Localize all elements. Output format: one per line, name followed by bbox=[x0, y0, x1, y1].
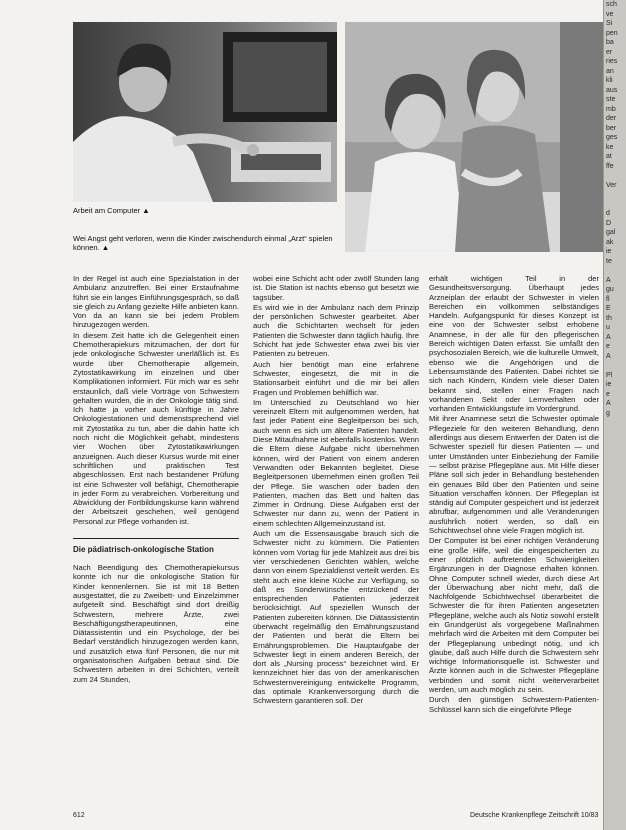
edge-text-fragment: aus bbox=[606, 86, 618, 94]
edge-text-fragment bbox=[604, 190, 626, 200]
caption-children: Wei Angst geht verloren, wenn die Kinder zwischendurch einmal „Arzt“ spielen können. ▲ bbox=[73, 234, 333, 252]
edge-text-fragment bbox=[604, 361, 626, 371]
edge-text-fragment: ges bbox=[606, 134, 618, 141]
edge-text-fragment: gal bbox=[606, 229, 616, 236]
text-column-1 bbox=[73, 274, 239, 808]
adjacent-page-edge bbox=[603, 0, 626, 830]
edge-text-fragment: ke bbox=[606, 143, 614, 151]
photo-computer-work bbox=[73, 22, 337, 202]
edge-text-fragment: ie bbox=[606, 381, 612, 388]
edge-text-fragment: ak bbox=[606, 238, 614, 246]
edge-text-fragment: e bbox=[606, 343, 610, 350]
edge-text-fragment: g bbox=[606, 409, 610, 417]
section-heading: Die pädiatrisch-onkologische Station bbox=[73, 538, 239, 555]
edge-text-fragment bbox=[604, 200, 626, 210]
edge-text-fragment: mb bbox=[606, 105, 616, 113]
edge-text-fragment: ffe bbox=[606, 162, 614, 170]
edge-text-fragment: ie bbox=[606, 248, 612, 255]
paragraph: Durch den günstigen Schwestern-Patienten-Schlüssel kann sich die eingeführte Pflege bbox=[429, 695, 599, 714]
edge-text-fragment: D bbox=[606, 219, 612, 227]
edge-text-fragment: sch bbox=[606, 1, 617, 8]
edge-text-fragment: der bbox=[606, 115, 617, 122]
text-column-3 bbox=[429, 274, 599, 808]
edge-text-fragment: d bbox=[606, 210, 610, 217]
text-column-2 bbox=[253, 274, 419, 808]
paragraph: Im Unterschied zu Deutschland wo hier vereinzelt Eltern mit aufgenommen werden, hat fast jeder Patient eine Begleitperson bei sich, auch wenn es sich um ältere Patienten handelt. Diese Mitaufnahme ist ebenfalls kostenlos. Wenn die Eltern diese Aufgabe nicht übernehmen können, wird der Patient von einem anderen Verwandten oder Bekannten begleitet. Diese Begleitpersonen übernehmen einen großen Teil der Pflege. Sie waschen oder baden den Patienten, machen das Bett und halten das Zimmer in Ordnung. Diese Aufgaben erst der Schwester nur dann zu, wenn der Patient in einem schlechten Allgemeinzustand ist. bbox=[253, 397, 419, 528]
paragraph: Nach Beendigung des Chemotherapiekursus konnte ich nur die onkologische Station für Kinder kennenlernen. Sie ist mit 18 Betten ausgestattet, die zu Zweibett- und Einzelzimmer aufgeteilt sind. Beschäftigt sind dort dreißig Schwestern, mehrere Ärzte, zwei Beschäftigungstherapeutinnen, eine Diätassistentin und ein Psychologe, der bei Bedarf verständlich hinzugezogen werden kann, und zusätzlich etwa fünf Personen, die nur mit organisatorischen Aufgaben betraut sind. Die Schwestern arbeiten in drei Schichten, verteilt zum 24 Stunden, bbox=[73, 563, 239, 684]
edge-text-fragment: Pl bbox=[606, 371, 613, 379]
edge-text-fragment bbox=[604, 266, 626, 276]
edge-text-fragment: gu bbox=[606, 286, 614, 293]
edge-text-fragment: kli bbox=[606, 77, 613, 84]
edge-text-fragment: an bbox=[606, 67, 614, 75]
paragraph: Es wird wie in der Ambulanz nach dem Prinzip der persönlichen Schwester gearbeitet. Aber auch die Schichtarten wechselt für jeden Patienten die Schwester dann täglich häufig. Ihre Schicht hat jede Schwester etwa zwei bis vier Patienten zu betreuen. bbox=[253, 302, 419, 359]
edge-text-fragment: ve bbox=[606, 10, 614, 18]
edge-text-fragment: th bbox=[606, 314, 612, 322]
edge-text-fragment: A bbox=[606, 333, 611, 341]
edge-text-fragment: e bbox=[606, 390, 610, 398]
edge-text-fragment: ber bbox=[606, 124, 617, 132]
paragraph: erhält wichtigen Teil in der Gesundheitsversorgung. Überhaupt jedes Arzneiplan der erlaubt der Schwester in vielen Bereichen ein vollkommen selbständiges Handeln. Aufgangspunkt für dieses Konzept ist eine von der Schwester selbst erhobene Anamnese, in der alle für den pflegerischen Bereich wichtigen Daten erfasst. Sie umfaßt den psychosozialen Bereich, wie die kulturelle Umwelt, ebenso wie die Angehörigen und die Lebensumstände des Patienten. Dabei richtet sie sich nach Kindern, Kindern viele dieser Daten bekannt sind, stellen einer Fragen nach vorhandenen Sekt oder Lernverhalten oder vorhanden Entwicklungstufe im Vordergrund. bbox=[429, 274, 599, 414]
paragraph: wobei eine Schicht acht oder zwölf Stunden lang ist. Die Station ist nachts ebenso gut besetzt wie tagsüber. bbox=[253, 274, 419, 302]
edge-text-fragment bbox=[604, 418, 626, 428]
edge-text-fragment: fl bbox=[606, 295, 610, 303]
edge-text-fragment: u bbox=[606, 324, 610, 331]
paragraph: Auch um die Essensausgabe brauch sich die Schwester nicht zu kümmern. Die Patienten können vom Vortag für jede Mahlzeit aus drei bis vier verschiedenen Gerichten wählen, welche dann von einem Spezialdienst verteilt werden. Es steht auch eine kleine Küche zur Verfügung, so daß es Sonderwünsche entzückend der entsprechenden Patienten jederzeit berücksichtigt. Auf speziellen Wunsch der Patienten zubereiten können. Die Diätassistentin überwacht regelmäßig den Ernährungszustand der Patienten und berät die Eltern bei Ernährungsproblemen. Die Hauptaufgabe der Schwester liegt in einem anderen Bereich, der dort als „Nursing process“ bezeichnet wird. Er kennzeichnet hier das von der amerikanischen Schwesternvereinigung entwickelte Programm, das optimale Krankenversorgung durch die Schwestern garantieren soll. Der bbox=[253, 529, 419, 706]
edge-text-fragment: A bbox=[606, 400, 611, 407]
edge-text-fragment: Ver bbox=[606, 181, 617, 189]
edge-text-fragment: ste bbox=[606, 96, 616, 103]
paragraph: Der Computer ist bei einer richtigen Veränderung eine große Hilfe, weil die eingespeicherten zu einer plötzlich auftretenden Schwierigkeiten Ergänzungen in der Diagnose erhalten können. Ohne Computer schnell wieder, durch diese Art der Überwachung aber nicht mehr, daß die Nachfolgende Schichtwechsel überarbeitet die Schwester die für ihren Patienten angesetzten Pflegepläne, welche auch als Notiz sowohl erstellt ein Grundgerüst als vorgegebene Maßnahmen mehrfach wird die Arbeiten mit dem Computer bei der Pflegeplanung unbedingt nötig, und ich glaube, daß auch Hilfe durch die Schwestern sehr wichtige Informationsquelle ist. Schwester und Ärzte können auch in die Schwester Pflegepläne verbinden und somit nicht weiterverarbeitet werden, um auch möglich zu sein. bbox=[429, 536, 599, 695]
edge-text-fragment: Si bbox=[606, 20, 613, 27]
edge-text-fragment: A bbox=[606, 276, 611, 284]
edge-text-fragment: ries bbox=[606, 58, 618, 65]
paragraph: Mit ihrer Anamnese setzt die Schwester optimale Pflegeziele für den weiteren Behandlung, denn allerdings aus diesem Entwerfen der Daten ist die Schwester speziell für diesen Patienten — und unter Umständen unter Einbeziehung der Familie — selbst präzise Pflegepläne aus. Mit Hilfe dieser Pläne soll sich jeder in Behandlung bestehenden ein genaues Bild über den Patienten und seine Situation verschaffen können. Der Pflegeplan ist ständig auf Computer gespeichert und ist jederzeit abrufbar, aufgenommen und alle Veränderungen ausführlich notiert werden, so daß ein Schichtwechsel ohne viele Fragen möglich ist. bbox=[429, 414, 599, 536]
edge-text-fragment: ba bbox=[606, 39, 614, 46]
edge-text-fragment bbox=[604, 171, 626, 181]
paragraph: In diesem Zeit hatte ich die Gelegenheit einen Chemotherapiekurs mitzumachen, der dort für jede onkologische Schwester unerläßlich ist. Es wurde über Chemotherapie allgemein, Zytostatikawirkung im einzelnen und über Komplikationen informiert. Für mich war es sehr erstaunlich, daß viele Vorträge von Schwestern gehalten wurden, die in der Onkologie tätig sind. Ich hatte ja vorher auch künftige in Jahre Onkologiestationen und demenstsprechend viel mit Zytostatika zu tun, aber die dahin hatte ich noch nicht die Möglichkeit gehabt, mindestens vier Wochen über Zytostatikawirkungen anzueignen. Auch dieser Kursus wurde mit einer schriftlichen und praktischen Test abgeschlossen. Erst nach bestandener Prüfung ist eine Schwester voll befähigt, Chemotherapie in jeder Form zu verabreichen. Vorbereitung und Abwicklung der Fortbildungskurse kann während der Arbeitszeit geschehen, weil genügend Personal zur Pflege vorhanden ist. bbox=[73, 330, 239, 526]
edge-text-fragment: E bbox=[606, 305, 611, 312]
edge-text-fragment: er bbox=[606, 48, 613, 56]
paragraph: Auch hier benötigt man eine erfahrene Schwester, eingesetzt, die mit in die Stationsarbeit einführt und die mir bei allen Fragen und Problemen behilflich war. bbox=[253, 359, 419, 397]
footer-source: Deutsche Krankenpflege Zeitschrift 10/83 bbox=[470, 812, 599, 819]
edge-text-fragment: at bbox=[606, 153, 612, 160]
edge-text-fragment: te bbox=[606, 257, 612, 265]
edge-text-fragment: pen bbox=[606, 29, 618, 37]
edge-text-fragment: A bbox=[606, 352, 611, 360]
page-number: 612 bbox=[73, 812, 85, 819]
paragraph: In der Regel ist auch eine Spezialstation in der Ambulanz anzutreffen. Bei einer Erstaufnahme führt sie ein langes Einführungsgespräch, so daß sie gleich zu Anfang gezielte Hilfe anbieten kann. Von da an kann sie bei jedem Problem hinzugezogen werden. bbox=[73, 274, 239, 330]
photo-children-playing bbox=[345, 22, 603, 252]
edge-text-fragment bbox=[604, 428, 626, 438]
caption-computer: Arbeit am Computer ▲ bbox=[73, 206, 150, 215]
